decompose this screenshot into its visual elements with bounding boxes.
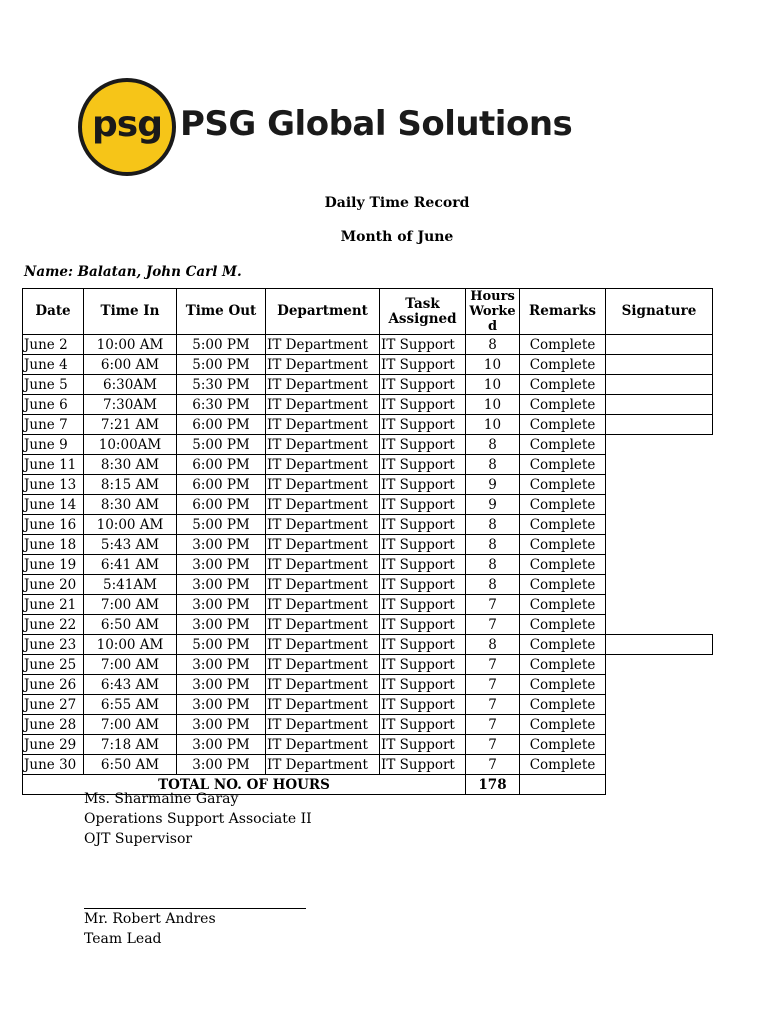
table-row xyxy=(23,555,713,575)
cell-task: IT Support xyxy=(380,635,466,655)
total-signature-cell xyxy=(606,775,713,795)
cell-time-out: 6:00 PM xyxy=(177,455,266,475)
cell-remarks: Complete xyxy=(520,375,606,395)
header-department: Department xyxy=(266,289,380,335)
cell-time-out: 5:00 PM xyxy=(177,355,266,375)
table-row xyxy=(23,715,713,735)
cell-date: June 18 xyxy=(23,535,84,555)
cell-remarks: Complete xyxy=(520,515,606,535)
cell-date: June 5 xyxy=(23,375,84,395)
cell-signature xyxy=(606,475,713,495)
total-label: TOTAL NO. OF HOURS xyxy=(23,775,466,795)
cell-task: IT Support xyxy=(380,515,466,535)
cell-time-out: 5:30 PM xyxy=(177,375,266,395)
cell-hours: 7 xyxy=(466,675,520,695)
cell-task: IT Support xyxy=(380,695,466,715)
cell-time-in: 7:18 AM xyxy=(84,735,177,755)
cell-date: June 20 xyxy=(23,575,84,595)
cell-hours: 7 xyxy=(466,655,520,675)
cell-remarks: Complete xyxy=(520,415,606,435)
cell-date: June 6 xyxy=(23,395,84,415)
cell-remarks: Complete xyxy=(520,555,606,575)
header-time-out: Time Out xyxy=(177,289,266,335)
cell-task: IT Support xyxy=(380,355,466,375)
table-row xyxy=(23,335,713,355)
cell-date: June 11 xyxy=(23,455,84,475)
cell-remarks: Complete xyxy=(520,655,606,675)
cell-time-out: 3:00 PM xyxy=(177,655,266,675)
header-signature: Signature xyxy=(606,289,713,335)
document-month: Month of June xyxy=(340,229,454,245)
table-header-row xyxy=(23,289,713,335)
cell-task: IT Support xyxy=(380,655,466,675)
cell-remarks: Complete xyxy=(520,355,606,375)
cell-time-out: 3:00 PM xyxy=(177,575,266,595)
cell-department: IT Department xyxy=(266,675,380,695)
cell-date: June 16 xyxy=(23,515,84,535)
total-remarks-cell xyxy=(520,775,606,795)
cell-hours: 8 xyxy=(466,335,520,355)
cell-hours: 8 xyxy=(466,515,520,535)
header-date: Date xyxy=(23,289,84,335)
cell-signature xyxy=(606,615,713,635)
cell-remarks: Complete xyxy=(520,435,606,455)
cell-signature xyxy=(606,355,713,375)
cell-time-out: 5:00 PM xyxy=(177,635,266,655)
cell-hours: 8 xyxy=(466,535,520,555)
cell-task: IT Support xyxy=(380,535,466,555)
company-name: PSG Global Solutions xyxy=(180,104,573,144)
cell-time-out: 6:00 PM xyxy=(177,475,266,495)
cell-remarks: Complete xyxy=(520,735,606,755)
cell-department: IT Department xyxy=(266,415,380,435)
cell-department: IT Department xyxy=(266,395,380,415)
cell-signature xyxy=(606,535,713,555)
table-row xyxy=(23,415,713,435)
cell-signature xyxy=(606,435,713,455)
cell-task: IT Support xyxy=(380,375,466,395)
cell-time-in: 6:41 AM xyxy=(84,555,177,575)
cell-department: IT Department xyxy=(266,655,380,675)
table-row xyxy=(23,455,713,475)
cell-signature xyxy=(606,395,713,415)
cell-time-out: 3:00 PM xyxy=(177,675,266,695)
cell-time-out: 3:00 PM xyxy=(177,715,266,735)
cell-signature xyxy=(606,695,713,715)
employee-name: Name: Balatan, John Carl M. xyxy=(24,264,242,280)
cell-hours: 9 xyxy=(466,475,520,495)
total-hours: 178 xyxy=(466,775,520,795)
cell-department: IT Department xyxy=(266,455,380,475)
logo-mark-text: psg xyxy=(92,103,162,145)
cell-remarks: Complete xyxy=(520,335,606,355)
cell-time-in: 6:50 AM xyxy=(84,615,177,635)
table-row xyxy=(23,355,713,375)
table-row xyxy=(23,535,713,555)
cell-signature xyxy=(606,675,713,695)
cell-task: IT Support xyxy=(380,615,466,635)
table-row xyxy=(23,635,713,655)
cell-date: June 25 xyxy=(23,655,84,675)
cell-remarks: Complete xyxy=(520,535,606,555)
cell-hours: 7 xyxy=(466,595,520,615)
psg-logo-mark xyxy=(78,78,176,176)
cell-hours: 8 xyxy=(466,435,520,455)
cell-hours: 8 xyxy=(466,455,520,475)
table-body xyxy=(23,335,713,775)
cell-task: IT Support xyxy=(380,575,466,595)
cell-time-in: 8:30 AM xyxy=(84,455,177,475)
cell-remarks: Complete xyxy=(520,755,606,775)
cell-date: June 26 xyxy=(23,675,84,695)
cell-time-in: 7:21 AM xyxy=(84,415,177,435)
cell-time-out: 6:30 PM xyxy=(177,395,266,415)
cell-remarks: Complete xyxy=(520,615,606,635)
cell-time-in: 10:00 AM xyxy=(84,335,177,355)
supervisor-name: Ms. Sharmaine Garay xyxy=(84,791,239,807)
cell-department: IT Department xyxy=(266,755,380,775)
company-logo xyxy=(78,78,578,174)
cell-time-in: 10:00 AM xyxy=(84,635,177,655)
cell-time-in: 7:30AM xyxy=(84,395,177,415)
cell-department: IT Department xyxy=(266,575,380,595)
supervisor-position: Operations Support Associate II xyxy=(84,811,312,827)
cell-department: IT Department xyxy=(266,335,380,355)
cell-signature xyxy=(606,655,713,675)
cell-signature xyxy=(606,635,713,655)
cell-department: IT Department xyxy=(266,475,380,495)
cell-time-in: 8:15 AM xyxy=(84,475,177,495)
cell-signature xyxy=(606,375,713,395)
cell-task: IT Support xyxy=(380,415,466,435)
cell-date: June 28 xyxy=(23,715,84,735)
cell-hours: 10 xyxy=(466,355,520,375)
header-time-in: Time In xyxy=(84,289,177,335)
cell-signature xyxy=(606,735,713,755)
table-row xyxy=(23,755,713,775)
cell-signature xyxy=(606,415,713,435)
cell-time-in: 7:00 AM xyxy=(84,595,177,615)
cell-date: June 29 xyxy=(23,735,84,755)
cell-date: June 21 xyxy=(23,595,84,615)
cell-hours: 8 xyxy=(466,555,520,575)
cell-time-in: 6:00 AM xyxy=(84,355,177,375)
cell-task: IT Support xyxy=(380,435,466,455)
cell-date: June 7 xyxy=(23,415,84,435)
cell-signature xyxy=(606,455,713,475)
cell-date: June 27 xyxy=(23,695,84,715)
cell-signature xyxy=(606,495,713,515)
cell-time-out: 6:00 PM xyxy=(177,415,266,435)
cell-hours: 8 xyxy=(466,575,520,595)
cell-signature xyxy=(606,755,713,775)
cell-task: IT Support xyxy=(380,675,466,695)
cell-task: IT Support xyxy=(380,715,466,735)
cell-task: IT Support xyxy=(380,395,466,415)
table-row xyxy=(23,435,713,455)
table-row xyxy=(23,695,713,715)
table-row xyxy=(23,655,713,675)
cell-hours: 10 xyxy=(466,395,520,415)
cell-time-out: 3:00 PM xyxy=(177,555,266,575)
cell-task: IT Support xyxy=(380,755,466,775)
cell-task: IT Support xyxy=(380,335,466,355)
cell-signature xyxy=(606,515,713,535)
table-row xyxy=(23,395,713,415)
cell-signature xyxy=(606,335,713,355)
cell-date: June 13 xyxy=(23,475,84,495)
cell-remarks: Complete xyxy=(520,715,606,735)
cell-department: IT Department xyxy=(266,355,380,375)
cell-hours: 7 xyxy=(466,695,520,715)
cell-department: IT Department xyxy=(266,495,380,515)
cell-remarks: Complete xyxy=(520,395,606,415)
cell-task: IT Support xyxy=(380,735,466,755)
cell-date: June 9 xyxy=(23,435,84,455)
cell-department: IT Department xyxy=(266,695,380,715)
table-row xyxy=(23,475,713,495)
cell-date: June 23 xyxy=(23,635,84,655)
cell-time-out: 3:00 PM xyxy=(177,695,266,715)
team-lead-block xyxy=(84,909,216,949)
cell-time-in: 7:00 AM xyxy=(84,715,177,735)
cell-time-out: 3:00 PM xyxy=(177,755,266,775)
table-row xyxy=(23,575,713,595)
cell-task: IT Support xyxy=(380,495,466,515)
cell-remarks: Complete xyxy=(520,635,606,655)
cell-time-in: 5:41AM xyxy=(84,575,177,595)
cell-date: June 2 xyxy=(23,335,84,355)
cell-department: IT Department xyxy=(266,715,380,735)
cell-hours: 7 xyxy=(466,615,520,635)
cell-hours: 10 xyxy=(466,375,520,395)
cell-task: IT Support xyxy=(380,555,466,575)
cell-signature xyxy=(606,595,713,615)
cell-time-out: 6:00 PM xyxy=(177,495,266,515)
cell-time-in: 5:43 AM xyxy=(84,535,177,555)
cell-time-in: 6:43 AM xyxy=(84,675,177,695)
cell-department: IT Department xyxy=(266,535,380,555)
cell-time-out: 3:00 PM xyxy=(177,535,266,555)
cell-date: June 19 xyxy=(23,555,84,575)
cell-department: IT Department xyxy=(266,435,380,455)
table-row xyxy=(23,615,713,635)
cell-hours: 7 xyxy=(466,755,520,775)
cell-hours: 7 xyxy=(466,715,520,735)
team-lead-name: Mr. Robert Andres xyxy=(84,911,216,927)
header-remarks: Remarks xyxy=(520,289,606,335)
cell-department: IT Department xyxy=(266,375,380,395)
cell-department: IT Department xyxy=(266,615,380,635)
cell-department: IT Department xyxy=(266,555,380,575)
team-lead-role: Team Lead xyxy=(84,931,162,947)
cell-time-out: 3:00 PM xyxy=(177,615,266,635)
cell-remarks: Complete xyxy=(520,455,606,475)
cell-time-out: 5:00 PM xyxy=(177,335,266,355)
cell-hours: 9 xyxy=(466,495,520,515)
cell-date: June 14 xyxy=(23,495,84,515)
cell-department: IT Department xyxy=(266,635,380,655)
table-row xyxy=(23,515,713,535)
cell-signature xyxy=(606,575,713,595)
document-title: Daily Time Record xyxy=(324,195,470,211)
table-row xyxy=(23,735,713,755)
cell-date: June 30 xyxy=(23,755,84,775)
cell-remarks: Complete xyxy=(520,475,606,495)
cell-task: IT Support xyxy=(380,455,466,475)
cell-hours: 8 xyxy=(466,635,520,655)
supervisor-role: OJT Supervisor xyxy=(84,831,193,847)
cell-time-out: 5:00 PM xyxy=(177,515,266,535)
cell-task: IT Support xyxy=(380,595,466,615)
cell-remarks: Complete xyxy=(520,495,606,515)
header-task: Task Assigned xyxy=(380,289,466,335)
cell-hours: 7 xyxy=(466,735,520,755)
cell-time-out: 3:00 PM xyxy=(177,735,266,755)
cell-time-in: 7:00 AM xyxy=(84,655,177,675)
time-record-table xyxy=(22,288,713,795)
cell-remarks: Complete xyxy=(520,595,606,615)
cell-signature xyxy=(606,555,713,575)
cell-remarks: Complete xyxy=(520,695,606,715)
table-row xyxy=(23,375,713,395)
table-row xyxy=(23,595,713,615)
supervisor-block xyxy=(84,789,312,849)
cell-time-in: 6:30AM xyxy=(84,375,177,395)
cell-time-out: 5:00 PM xyxy=(177,435,266,455)
cell-time-in: 8:30 AM xyxy=(84,495,177,515)
cell-task: IT Support xyxy=(380,475,466,495)
cell-department: IT Department xyxy=(266,735,380,755)
cell-time-out: 3:00 PM xyxy=(177,595,266,615)
cell-date: June 22 xyxy=(23,615,84,635)
cell-remarks: Complete xyxy=(520,575,606,595)
table-row xyxy=(23,495,713,515)
cell-time-in: 10:00AM xyxy=(84,435,177,455)
cell-time-in: 6:55 AM xyxy=(84,695,177,715)
cell-time-in: 6:50 AM xyxy=(84,755,177,775)
table-row xyxy=(23,675,713,695)
cell-hours: 10 xyxy=(466,415,520,435)
cell-department: IT Department xyxy=(266,515,380,535)
header-hours: Hours Worke d xyxy=(466,289,520,335)
cell-remarks: Complete xyxy=(520,675,606,695)
cell-department: IT Department xyxy=(266,595,380,615)
cell-signature xyxy=(606,715,713,735)
cell-time-in: 10:00 AM xyxy=(84,515,177,535)
cell-date: June 4 xyxy=(23,355,84,375)
